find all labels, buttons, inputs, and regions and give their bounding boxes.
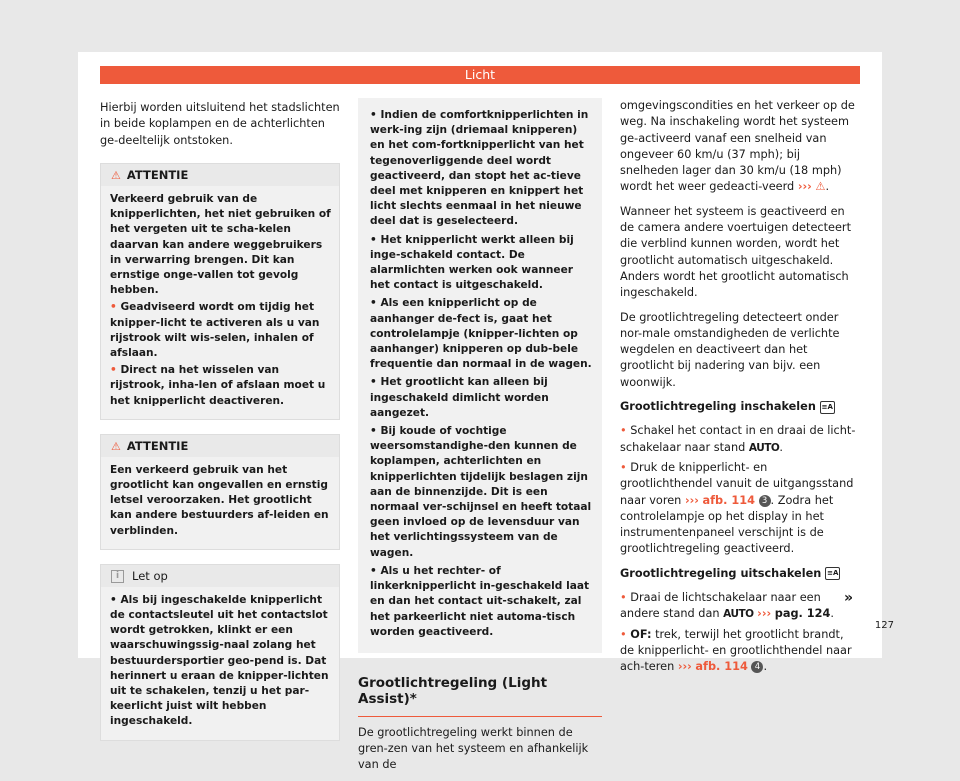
left-column [100,100,340,741]
note-bullet: • Als bij ingeschakelde knipperlicht de contactsleutel uit het contactslot wordt getrokken, klinkt er een waarschuwingssig-naal zolang het bestuurdersportier geo-pend is. Dat herinnert u eraan de knipper-lichten uit te schakelen, tenzij u het par-keerlicht juist wilt hebben ingeschakeld. [110,593,329,728]
subheading: Grootlichtregeling uitschakelen ≡A [620,566,839,580]
paragraph: De grootlichtregeling detecteert onder nor-male omstandigheden de verlichte wegdelen en deactiveert dan het grootlicht bij nadering van bijv. een woonwijk. [620,310,840,389]
warning-text: Verkeerd gebruik van de knipperlichten, het niet gebruiken of het vergeten uit te scha-kelen daarvan kan andere weggebruikers in verwarring brengen. Dit kan ernstige onge-vallen tot gevolg hebben. [110,192,331,297]
list-item: • Het knipperlicht werkt alleen bij inge-schakeld contact. De alarmlichten werken ook wanneer het contact is uitgeschakeld. [370,233,574,292]
bullet-icon: • [370,425,381,438]
figure-link[interactable]: afb. 114 [702,493,755,507]
bullet-icon: • [370,297,381,310]
warning-icon: ⚠ [111,168,121,182]
page-title: Licht [100,66,860,84]
bullet-icon: • [110,593,121,606]
bullet-icon: • [110,364,121,377]
warning-label: ATTENTIE [126,438,189,453]
bullet-icon: • [620,591,631,605]
step: • Druk de knipperlicht- en grootlichthendel vanuit de uitgangsstand naar voren ››› afb. 114 3 . Zodra het controlelampje op het display in het instrumentenpaneel verschijnt is de grootlichtregeling geactiveerd. [620,460,854,556]
paragraph: omgevingscondities en het verkeer op de weg. Na inschakeling wordt het systeem ge-activeerd vanaf een snelheid van ongeveer 60 km/u (37 mph); bij snelheden lager dan 30 km/u (18 mph) wordt het weer gedeacti-veerd ››› ⚠. [620,99,855,194]
warning-bullet: • Geadviseerd wordt om tijdig het knipper-licht te activeren als u van rijstrook wilt wis-selen, inhalen of afslaan. [110,301,320,359]
bullet-icon: • [370,564,381,577]
arrows-icon: ››› [677,660,692,674]
warning-icon: ⚠ [815,180,826,194]
auto-label: AUTO [723,608,754,621]
warning-box-2 [100,434,340,550]
figure-link[interactable]: afb. 114 [695,660,748,674]
arrows-icon: ››› [757,607,772,621]
info-icon: i [111,570,124,583]
arrows-icon: ››› [684,493,699,507]
step: • Draai de lichtschakelaar naar een andere stand dan AUTO ››› pag. 124. [620,591,834,621]
notes-box [358,98,602,653]
continue-icon: » [844,590,854,606]
warning-icon: ⚠ [111,439,121,453]
bullet-icon: • [620,460,631,474]
note-box [100,564,340,741]
step: • OF: trek, terwijl het grootlicht brandt, de knipperlicht- en grootlichthendel naar ach-teren ››› afb. 114 4 . [620,627,852,674]
arrows-icon: ››› [797,180,812,194]
paragraph: Wanneer het systeem is geactiveerd en de camera andere voertuigen detecteert die verblind kunnen worden, wordt het grootlicht automatisch uitgeschakeld. Anders wordt het grootlicht automatisch ingeschakeld. [620,204,852,300]
warning-box-1 [100,163,340,420]
warning-label: ATTENTIE [126,167,189,182]
section-title: Grootlichtregeling (Light Assist)* [358,674,548,708]
callout-number: 4 [751,661,763,673]
high-beam-assist-icon: ≡A [825,567,840,580]
list-item: • Bij koude of vochtige weersomstandighe-den kunnen de koplampen, achterlichten en knipperlichten tijdelijk beslagen zijn aan de binnenzijde. Dit is een normaal ver-schijnsel en heeft totaal geen invloed op de levensduur van het verlichtingssysteem van de wagen. [370,425,592,559]
list-item: • Indien de comfortknipperlichten in werk-ing zijn (driemaal knipperen) en het com-fortknipperlicht van het tegenoverliggende deel wordt geactiveerd, dan stopt het ac-tieve deel met knipperen en knippert het licht slechts eenmaal in het nieuwe deel dat is geselecteerd. [370,109,589,228]
list-item: • Als een knipperlicht op de aanhanger de-fect is, gaat het controlelampje (knipper-lichten op aanhanger) knipperen op dub-bele frequentie dan normaal in de wagen. [370,297,592,371]
section-rule [358,716,602,717]
step: • Schakel het contact in en draai de licht-schakelaar naar stand AUTO. [620,424,856,454]
bullet-icon: • [620,424,631,438]
bullet-icon: • [370,376,381,389]
middle-column [358,98,602,781]
right-column [620,98,860,684]
auto-label: AUTO [748,441,780,454]
intro-text: Hierbij worden uitsluitend het stadslichten in beide koplampen en de achterlichten ge-deeltelijk ontstoken. [100,101,340,147]
section-text: De grootlichtregeling werkt binnen de gren-zen van het systeem en afhankelijk van de [358,725,589,772]
list-item: • Als u het rechter- of linkerknipperlicht in-geschakeld laat en dan het contact uit-schakelt, zal het parkeerlicht niet automa-tisch worden geactiveerd. [370,564,590,638]
bullet-icon: • [620,627,631,641]
list-item: • Het grootlicht kan alleen bij ingeschakeld dimlicht worden aangezet. [370,376,549,419]
bullet-icon: • [370,109,381,121]
bullet-icon: • [110,301,121,314]
page-number: 127 [874,620,894,631]
bullet-icon: • [370,233,381,246]
callout-number: 3 [759,495,771,507]
warning-text: Een verkeerd gebruik van het grootlicht kan ongevallen en ernstig letsel veroorzaken. Het grootlicht kan andere bestuurders af-leiden en verblinden. [110,463,329,537]
warning-bullet: • Direct na het wisselen van rijstrook, inha-len of afslaan moet u het knipperlicht deactiveren. [110,364,326,407]
subheading: Grootlichtregeling inschakelen ≡A [620,400,833,414]
high-beam-assist-icon: ≡A [820,401,835,414]
page-link[interactable]: pag. 124 [774,607,831,621]
note-label: Let op [132,568,168,583]
